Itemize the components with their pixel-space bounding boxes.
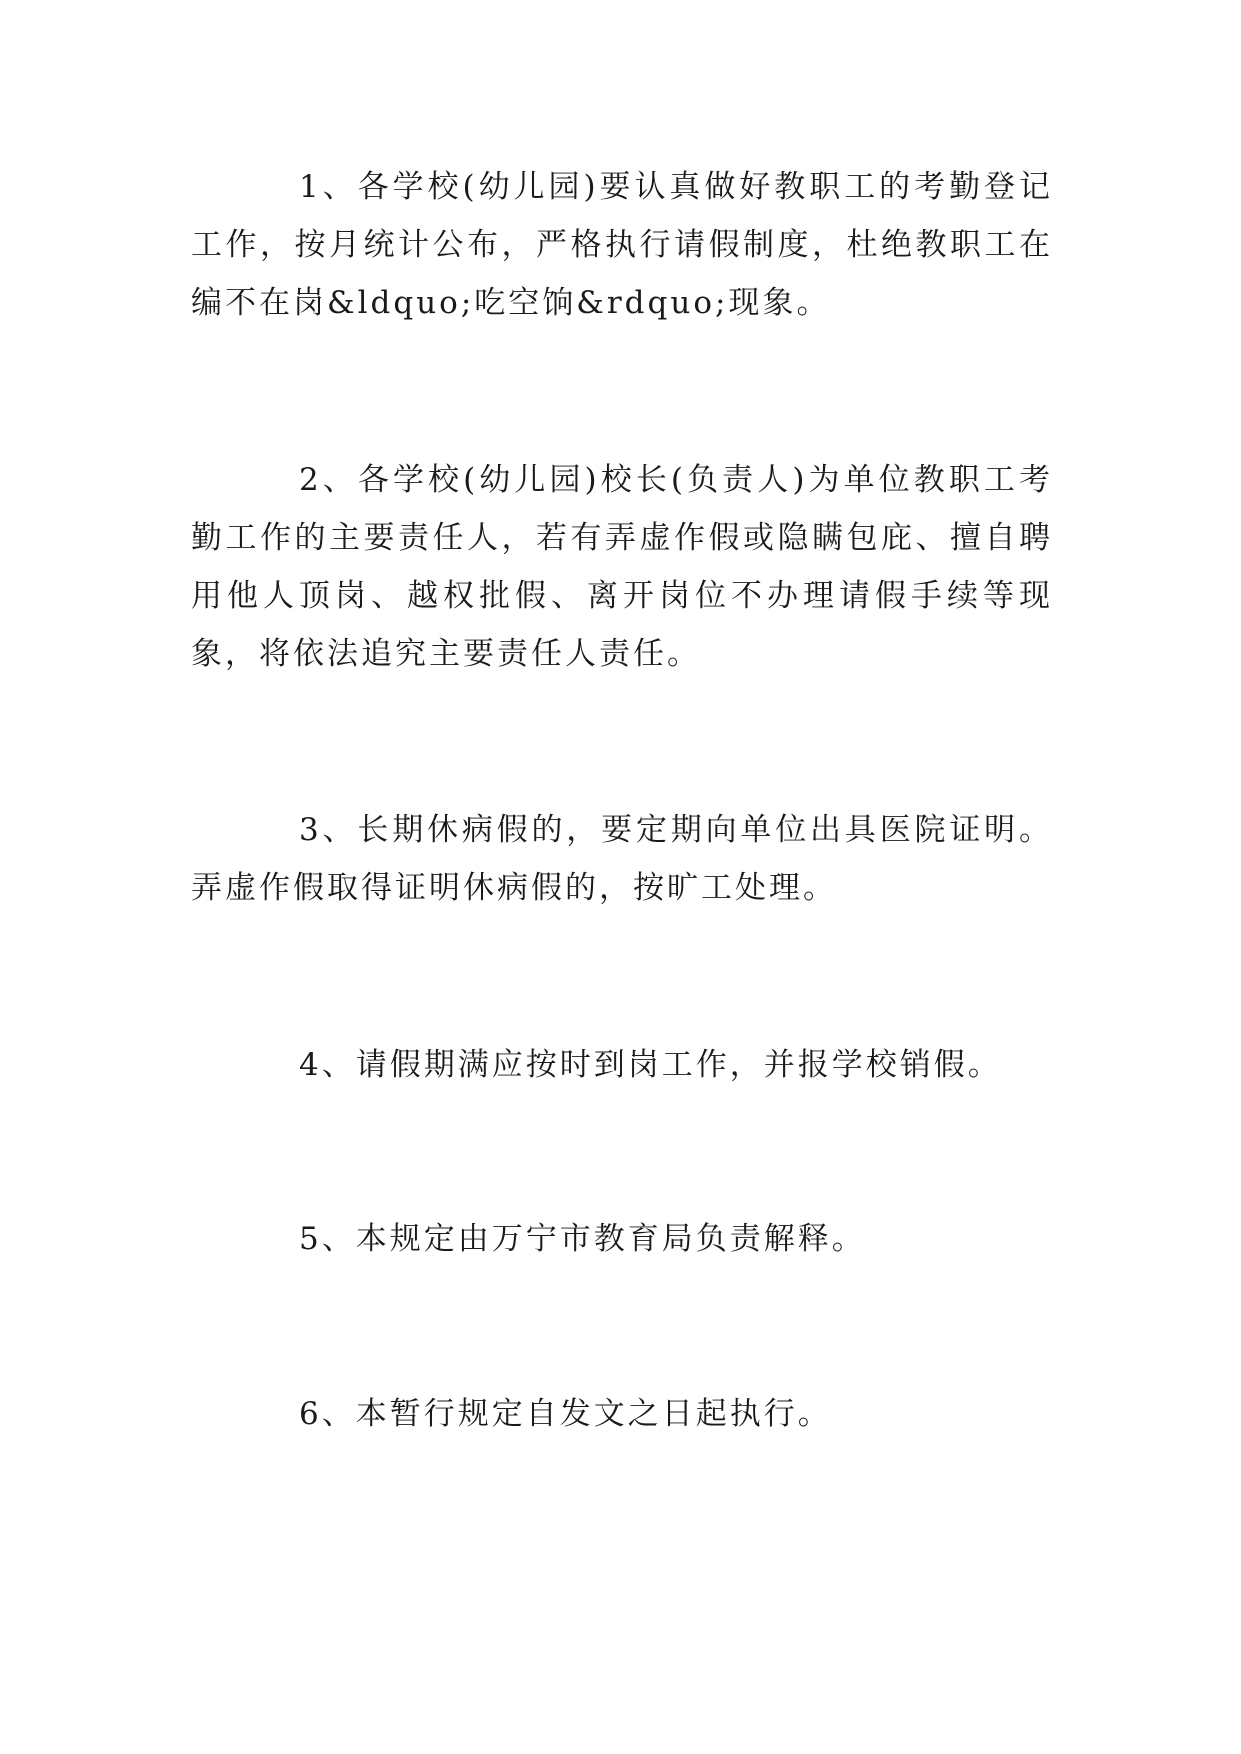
paragraph-5: 5、本规定由万宁市教育局负责解释。 [299,1221,866,1257]
paragraph-6: 6、本暂行规定自发文之日起执行。 [299,1396,832,1432]
paragraph-4: 4、请假期满应按时到岗工作，并报学校销假。 [299,1047,1002,1083]
paragraph-2: 2、各学校(幼儿园)校长(负责人)为单位教职工考勤工作的主要责任人，若有弄虚作假或隐瞒包庇、擅自聘用他人顶岗、越权批假、离开岗位不办理请假手续等现象，将依法追究主要责任人责任。 [191,462,1053,672]
paragraph-1: 1、各学校(幼儿园)要认真做好教职工的考勤登记工作，按月统计公布，严格执行请假制度，杜绝教职工在编不在岗&ldquo;吃空饷&rdquo;现象。 [191,169,1053,321]
paragraph-3: 3、长期休病假的，要定期向单位出具医院证明。弄虚作假取得证明休病假的，按旷工处理。 [191,812,1053,906]
